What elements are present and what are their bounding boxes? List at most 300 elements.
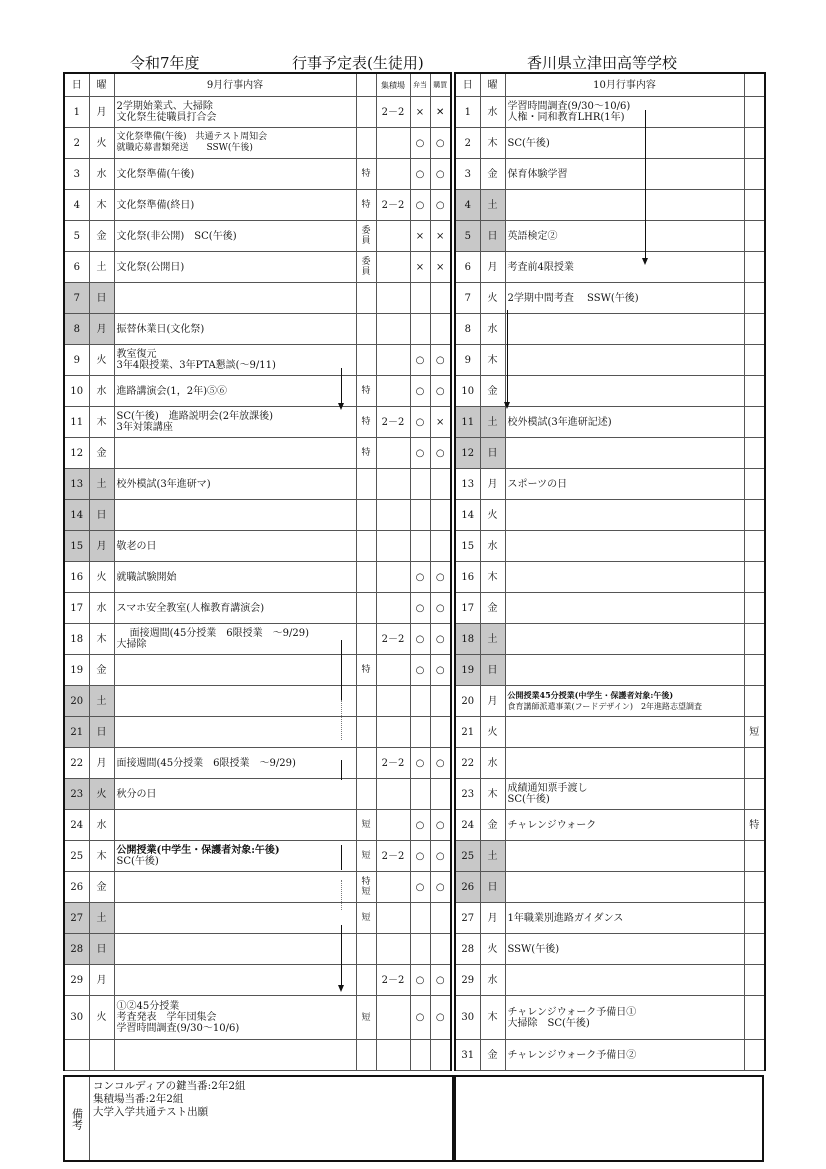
mark-cell [356, 562, 376, 593]
events-cell [505, 345, 744, 376]
day-cell: 13 [64, 469, 89, 500]
events-cell [114, 97, 356, 128]
kobai-cell [430, 779, 451, 810]
bento-cell: ○ [410, 810, 430, 841]
day-cell: 15 [64, 531, 89, 562]
table-row [455, 996, 765, 1040]
kobai-cell: ○ [430, 841, 451, 872]
bento-cell [410, 500, 430, 531]
weekday-cell: 金 [480, 593, 505, 624]
day-cell: 26 [64, 872, 89, 903]
table-row [64, 593, 451, 624]
weekday-cell: 木 [480, 562, 505, 593]
day-cell: 30 [64, 996, 89, 1040]
bento-cell: × [410, 97, 430, 128]
kobai-cell: ✕ [430, 97, 451, 128]
day-cell: 25 [455, 841, 480, 872]
bento-cell: ○ [410, 190, 430, 221]
day-cell: 24 [64, 810, 89, 841]
weekday-cell: 水 [89, 810, 114, 841]
event-line: 大掃除 SC(午後) [507, 1017, 590, 1029]
mark-cell: 特 短 [356, 872, 376, 903]
kobai-cell: × [430, 407, 451, 438]
day-cell: 11 [455, 407, 480, 438]
weekday-cell: 火 [89, 562, 114, 593]
event-line: 成績通知票手渡し [507, 783, 588, 794]
day-cell: 14 [64, 500, 89, 531]
weekday-cell: 水 [480, 965, 505, 996]
kobai-cell: ○ [430, 624, 451, 655]
page-title: 行事予定表(生徒用) [292, 54, 424, 72]
october-table [454, 72, 766, 1071]
event-line: 人権・同和教育LHR(1年) [507, 112, 625, 123]
day-cell: 18 [455, 624, 480, 655]
events-cell [505, 190, 744, 221]
kobai-cell: ○ [430, 345, 451, 376]
events-cell [114, 996, 356, 1040]
gather-cell [376, 376, 410, 407]
table-row [64, 469, 451, 500]
table-row [455, 283, 765, 314]
weekday-cell: 火 [480, 717, 505, 748]
events-cell [505, 531, 744, 562]
bento-cell: × [410, 252, 430, 283]
mark-cell [744, 655, 765, 686]
event-line: 文化祭準備(午後) [116, 168, 195, 180]
mark-cell: 短 [744, 717, 765, 748]
bento-cell [410, 779, 430, 810]
day-cell: 31 [455, 1040, 480, 1071]
table-row [455, 624, 765, 655]
kobai-cell: ○ [430, 190, 451, 221]
events-cell [505, 841, 744, 872]
events-cell [114, 779, 356, 810]
dotted-line [341, 880, 342, 910]
day-cell: 2 [64, 128, 89, 159]
event-line: SC(午後) [507, 137, 550, 149]
events-cell [505, 407, 744, 438]
day-cell: 4 [455, 190, 480, 221]
event-line: 学習時間調査(9/30～10/6) [116, 1023, 240, 1034]
table-row [455, 252, 765, 283]
weekday-cell: 水 [480, 97, 505, 128]
day-header: 日 [64, 73, 89, 97]
event-line: 就職試験開始 [116, 571, 177, 583]
weekday-cell: 木 [480, 996, 505, 1040]
events-cell [114, 345, 356, 376]
gather-cell [376, 810, 410, 841]
weekday-cell: 水 [89, 376, 114, 407]
day-cell: 2 [455, 128, 480, 159]
events-cell [505, 97, 744, 128]
table-row [64, 562, 451, 593]
mark-cell: 短 [356, 810, 376, 841]
mark-cell [356, 97, 376, 128]
table-row [455, 872, 765, 903]
events-cell [505, 686, 744, 717]
mark-cell [356, 717, 376, 748]
mark-cell [356, 345, 376, 376]
september-table [63, 72, 452, 1071]
kobai-header: 購買 [430, 73, 451, 97]
mark-cell: 特 [356, 655, 376, 686]
mark-cell [744, 345, 765, 376]
events-cell [114, 531, 356, 562]
day-cell: 19 [64, 655, 89, 686]
school-name: 香川県立津田高等学校 [527, 54, 678, 72]
gather-cell [376, 314, 410, 345]
day-cell: 28 [455, 934, 480, 965]
events-cell [505, 376, 744, 407]
events-cell [505, 872, 744, 903]
events-cell [505, 996, 744, 1040]
events-cell [505, 965, 744, 996]
weekday-cell: 金 [89, 221, 114, 252]
bento-cell [410, 934, 430, 965]
bento-cell: ○ [410, 624, 430, 655]
mark-cell [744, 128, 765, 159]
day-cell: 21 [455, 717, 480, 748]
kobai-cell: ○ [430, 438, 451, 469]
mark-cell [744, 252, 765, 283]
gather-cell [376, 934, 410, 965]
mark-cell: 特 [356, 159, 376, 190]
weekday-cell: 火 [89, 128, 114, 159]
weekday-cell: 日 [480, 221, 505, 252]
table-row [64, 407, 451, 438]
day-cell: 10 [64, 376, 89, 407]
table-row [64, 779, 451, 810]
day-cell: 17 [455, 593, 480, 624]
mark-cell [744, 531, 765, 562]
event-line: 教室復元 [116, 349, 157, 360]
event-line: 考査発表 学年団集会 [116, 1012, 217, 1023]
events-header: 9月行事内容 [114, 73, 356, 97]
kobai-cell: × [430, 252, 451, 283]
mark-cell [356, 624, 376, 655]
mark-cell [744, 407, 765, 438]
table-row [64, 872, 451, 903]
event-line: 振替休業日(文化祭) [116, 323, 205, 335]
table-row [455, 314, 765, 345]
gather-cell [376, 221, 410, 252]
mark-cell [744, 624, 765, 655]
dotted-line [341, 700, 342, 740]
weekday-cell: 水 [480, 531, 505, 562]
mark-cell [744, 872, 765, 903]
day-cell: 27 [64, 903, 89, 934]
kobai-cell: ○ [430, 593, 451, 624]
table-row [64, 624, 451, 655]
events-cell [114, 159, 356, 190]
mark-cell [744, 221, 765, 252]
event-line: 校外模試(3年進研記述) [507, 416, 612, 428]
event-line: 公開授業45分授業(中学生・保護者対象:午後) [507, 690, 674, 700]
event-line: 文化祭準備(終日) [116, 199, 195, 211]
gather-cell [376, 903, 410, 934]
bento-cell: ○ [410, 128, 430, 159]
event-line: SC(午後) 進路説明会(2年放課後) [116, 411, 273, 422]
day-cell: 4 [64, 190, 89, 221]
event-line: 文化祭生徒職員打合会 [116, 112, 217, 123]
mark-cell: 特 [744, 810, 765, 841]
gather-cell [376, 655, 410, 686]
event-line: 学習時間調査(9/30～10/6) [507, 101, 631, 112]
events-cell [114, 1040, 356, 1071]
table-row [455, 748, 765, 779]
bento-cell [410, 717, 430, 748]
kobai-cell: ○ [430, 159, 451, 190]
weekday-cell: 日 [89, 283, 114, 314]
bento-cell [410, 686, 430, 717]
events-cell [505, 438, 744, 469]
kobai-cell [430, 903, 451, 934]
events-cell [114, 562, 356, 593]
table-row [64, 438, 451, 469]
day-header: 日 [455, 73, 480, 97]
bento-cell [410, 531, 430, 562]
gather-cell: 2－2 [376, 407, 410, 438]
bento-cell: ○ [410, 407, 430, 438]
gather-cell [376, 159, 410, 190]
remarks-box [63, 1075, 454, 1162]
mark-cell [744, 97, 765, 128]
event-line: SC(午後) [507, 794, 550, 805]
bento-cell: ○ [410, 345, 430, 376]
event-line: 面接週間(45分授業 6限授業 ～9/29) [116, 628, 310, 639]
bento-cell: × [410, 221, 430, 252]
mark-header [744, 73, 765, 97]
event-line: チャレンジウォーク予備日② [507, 1049, 637, 1061]
weekday-cell: 金 [89, 438, 114, 469]
table-row [64, 314, 451, 345]
events-cell [114, 407, 356, 438]
event-line: 食育講師派遣事業(フードデザイン) 2年進路志望調査 [507, 702, 703, 711]
mark-cell [356, 686, 376, 717]
weekday-cell: 土 [89, 686, 114, 717]
event-line: 文化祭(公開日) [116, 261, 185, 273]
day-cell: 13 [455, 469, 480, 500]
table-row [455, 376, 765, 407]
bento-header: 弁当 [410, 73, 430, 97]
weekday-cell: 火 [89, 345, 114, 376]
events-cell [114, 593, 356, 624]
weekday-cell: 土 [480, 190, 505, 221]
mark-cell [356, 1040, 376, 1071]
events-cell [114, 252, 356, 283]
mark-cell [356, 531, 376, 562]
weekday-cell: 水 [480, 314, 505, 345]
kobai-cell: ○ [430, 562, 451, 593]
mark-cell: 短 [356, 903, 376, 934]
gather-cell: 2－2 [376, 841, 410, 872]
mark-cell [356, 314, 376, 345]
day-cell: 20 [64, 686, 89, 717]
kobai-cell: × [430, 221, 451, 252]
gather-cell [376, 438, 410, 469]
mark-cell [744, 283, 765, 314]
mark-cell: 特 [356, 407, 376, 438]
day-cell: 7 [455, 283, 480, 314]
events-cell [505, 717, 744, 748]
day-cell: 22 [64, 748, 89, 779]
weekday-cell: 金 [480, 376, 505, 407]
weekday-cell: 月 [480, 903, 505, 934]
mark-cell: 特 [356, 190, 376, 221]
day-cell: 23 [455, 779, 480, 810]
event-line: ①②45分授業 [116, 1001, 180, 1012]
day-cell: 7 [64, 283, 89, 314]
events-cell [114, 469, 356, 500]
kobai-cell: ○ [430, 996, 451, 1040]
events-cell [114, 128, 356, 159]
event-line: 保育体験学習 [507, 168, 568, 180]
table-row [455, 655, 765, 686]
mark-cell: 短 [356, 996, 376, 1040]
weekday-cell: 日 [89, 934, 114, 965]
table-row [64, 128, 451, 159]
event-line: 3年対策講座 [116, 422, 173, 433]
kobai-cell [430, 283, 451, 314]
events-cell [505, 934, 744, 965]
bento-cell: ○ [410, 562, 430, 593]
table-row [455, 810, 765, 841]
events-cell [505, 283, 744, 314]
gather-cell [376, 283, 410, 314]
kobai-cell [430, 469, 451, 500]
table-row [455, 841, 765, 872]
weekday-cell: 木 [89, 407, 114, 438]
mark-cell: 特 [356, 376, 376, 407]
day-cell: 9 [64, 345, 89, 376]
table-row [455, 903, 765, 934]
mark-cell [744, 314, 765, 345]
weekday-cell: 金 [480, 1040, 505, 1071]
weekday-cell: 木 [480, 128, 505, 159]
day-cell: 19 [455, 655, 480, 686]
mark-cell [744, 996, 765, 1040]
day-cell: 23 [64, 779, 89, 810]
day-cell: 3 [64, 159, 89, 190]
day-cell: 15 [455, 531, 480, 562]
events-cell [114, 376, 356, 407]
events-cell [505, 624, 744, 655]
gather-cell [376, 562, 410, 593]
events-cell [114, 314, 356, 345]
table-row [64, 159, 451, 190]
mark-cell [744, 748, 765, 779]
table-row [455, 1040, 765, 1071]
day-cell: 26 [455, 872, 480, 903]
day-cell: 6 [64, 252, 89, 283]
kobai-cell [430, 531, 451, 562]
gather-cell [376, 779, 410, 810]
weekday-cell: 水 [89, 593, 114, 624]
event-line: 就職応募書類発送 SSW(午後) [116, 143, 253, 153]
gather-cell [376, 686, 410, 717]
events-cell [505, 221, 744, 252]
kobai-cell: ○ [430, 655, 451, 686]
mark-cell [356, 500, 376, 531]
event-line: 文化祭(非公開) SC(午後) [116, 230, 237, 242]
mark-cell [744, 903, 765, 934]
weekday-cell: 木 [480, 345, 505, 376]
events-cell [505, 655, 744, 686]
weekday-cell: 水 [89, 159, 114, 190]
day-cell: 12 [64, 438, 89, 469]
event-line: 2学期始業式、大掃除 [116, 101, 213, 112]
weekday-cell: 月 [89, 748, 114, 779]
table-row [64, 252, 451, 283]
event-line: 文化祭準備(午後) 共通テスト周知会 [116, 132, 268, 142]
mark-cell: 委員 [356, 221, 376, 252]
weekday-cell: 月 [480, 469, 505, 500]
remarks-box-right [454, 1075, 764, 1162]
table-row [455, 965, 765, 996]
weekday-cell: 金 [480, 159, 505, 190]
day-cell: 5 [455, 221, 480, 252]
remark-line: コンコルディアの鍵当番:2年2組 [93, 1080, 246, 1092]
weekday-cell: 日 [480, 438, 505, 469]
event-line: 面接週間(45分授業 6限授業 ～9/29) [116, 757, 296, 769]
event-line: スポーツの日 [507, 478, 568, 490]
event-line: 考査前4限授業 [507, 261, 574, 273]
table-row [64, 190, 451, 221]
weekday-cell: 木 [89, 841, 114, 872]
day-cell: 25 [64, 841, 89, 872]
kobai-cell: ○ [430, 128, 451, 159]
weekday-cell: 月 [89, 531, 114, 562]
weekday-cell: 火 [89, 996, 114, 1040]
mark-cell [744, 965, 765, 996]
mark-cell [744, 934, 765, 965]
gather-cell [376, 531, 410, 562]
table-row [64, 686, 451, 717]
weekday-cell: 火 [89, 779, 114, 810]
day-cell: 24 [455, 810, 480, 841]
table-row [455, 934, 765, 965]
weekday-cell: 土 [480, 407, 505, 438]
weekday-cell: 土 [480, 841, 505, 872]
bento-cell: ○ [410, 872, 430, 903]
gather-header: 集積場 [376, 73, 410, 97]
gather-cell: 2－2 [376, 748, 410, 779]
events-cell [505, 562, 744, 593]
gather-cell [376, 593, 410, 624]
event-line: スマホ安全教室(人権教育講演会) [116, 602, 265, 614]
remark-line: 集積場当番:2年2組 [93, 1093, 184, 1105]
bento-cell: ○ [410, 376, 430, 407]
mark-cell [744, 469, 765, 500]
day-cell: 22 [455, 748, 480, 779]
weekday-cell: 土 [480, 624, 505, 655]
weekday-cell: 日 [89, 500, 114, 531]
gather-cell [376, 872, 410, 903]
table-row [64, 1040, 451, 1071]
gather-cell: 2－2 [376, 624, 410, 655]
mark-cell [356, 934, 376, 965]
day-cell: 8 [455, 314, 480, 345]
events-cell [114, 283, 356, 314]
events-cell [114, 221, 356, 252]
day-cell: 1 [455, 97, 480, 128]
mark-cell: 短 [356, 841, 376, 872]
events-cell [114, 810, 356, 841]
gather-cell: 2－2 [376, 190, 410, 221]
event-line: 校外模試(3年進研マ) [116, 478, 211, 490]
table-row [64, 531, 451, 562]
day-cell: 21 [64, 717, 89, 748]
